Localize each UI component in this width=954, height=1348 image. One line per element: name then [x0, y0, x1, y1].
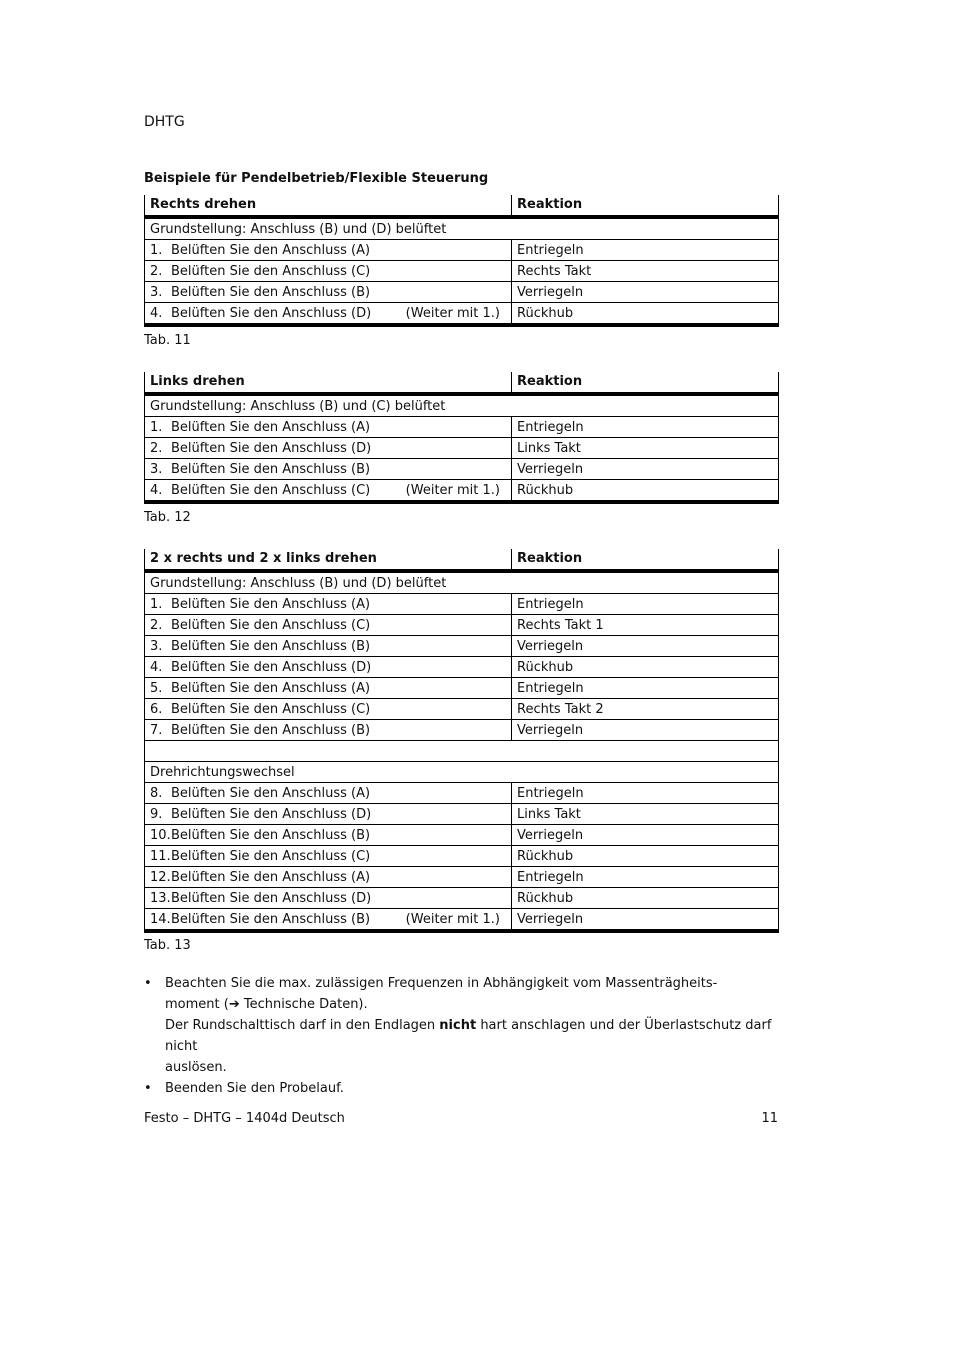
bullet-icon: • [144, 976, 152, 991]
reaction-text: Links Takt [517, 807, 581, 822]
step-number: 3. [150, 285, 163, 300]
step-text: Belüften Sie den Anschluss (C) [171, 702, 371, 717]
step-text: Belüften Sie den Anschluss (B) [171, 462, 371, 477]
table-row [144, 615, 779, 636]
instruction-text: Technische Daten). [239, 997, 368, 1012]
step-text: Belüften Sie den Anschluss (C) [171, 483, 371, 498]
table-row [144, 825, 779, 846]
table-caption: Tab. 12 [144, 510, 191, 525]
instruction-line: Beenden Sie den Probelauf. [165, 1081, 344, 1096]
table-rechts-links-drehen [144, 549, 779, 933]
instruction-line: Beachten Sie die max. zulässigen Frequenzen in Abhängigkeit vom Massenträgheits- [165, 976, 718, 991]
reaction-text: Rechts Takt [517, 264, 592, 279]
reaction-text: Verriegeln [517, 639, 584, 654]
step-text: Belüften Sie den Anschluss (A) [171, 786, 371, 801]
step-number: 12. [150, 870, 171, 885]
page-header: DHTG [144, 114, 185, 130]
step-text: Belüften Sie den Anschluss (B) [171, 828, 371, 843]
continue-note: (Weiter mit 1.) [405, 483, 500, 498]
table-row [144, 909, 779, 933]
reaction-text: Links Takt [517, 441, 581, 456]
reaction-text: Verriegeln [517, 723, 584, 738]
instruction-line [165, 994, 784, 1015]
table-row [144, 783, 779, 804]
table-links-drehen [144, 372, 779, 504]
continue-note: (Weiter mit 1.) [405, 306, 500, 321]
instruction-text: hart anschlagen und der Überlastschutz darf nicht [165, 1018, 772, 1054]
instruction-text: Der Rundschalttisch darf in den Endlagen [165, 1018, 440, 1033]
step-number: 3. [150, 462, 163, 477]
table-caption: Tab. 11 [144, 333, 191, 348]
initial-state-row [144, 219, 779, 240]
step-number: 2. [150, 264, 163, 279]
step-text: Belüften Sie den Anschluss (D) [171, 660, 372, 675]
list-item [144, 973, 784, 1078]
step-text: Belüften Sie den Anschluss (C) [171, 618, 371, 633]
emphasis-text: nicht [439, 1018, 477, 1033]
list-item [144, 1078, 784, 1099]
table-header-row [144, 195, 779, 219]
table-row [144, 303, 779, 327]
table-row [144, 261, 779, 282]
column-header-step: Rechts drehen [145, 195, 512, 215]
table-row [144, 240, 779, 261]
empty-row [144, 741, 779, 762]
step-text: Belüften Sie den Anschluss (A) [171, 597, 371, 612]
column-header-step: 2 x rechts und 2 x links drehen [145, 549, 512, 569]
step-number: 1. [150, 420, 163, 435]
initial-state: Grundstellung: Anschluss (B) und (D) belüftet [150, 222, 447, 237]
table-caption: Tab. 13 [144, 938, 191, 953]
step-text: Belüften Sie den Anschluss (A) [171, 243, 371, 258]
page-number: 11 [761, 1111, 778, 1126]
step-text: Belüften Sie den Anschluss (D) [171, 891, 372, 906]
column-header-reaction: Reaktion [517, 374, 583, 389]
table-row [144, 657, 779, 678]
step-number: 14. [150, 912, 171, 927]
table-rechts-drehen [144, 195, 779, 327]
step-number: 8. [150, 786, 163, 801]
step-text: Belüften Sie den Anschluss (D) [171, 306, 372, 321]
initial-state-row [144, 573, 779, 594]
reaction-text: Rückhub [517, 306, 574, 321]
step-text: Belüften Sie den Anschluss (A) [171, 681, 371, 696]
step-number: 3. [150, 639, 163, 654]
table-row [144, 417, 779, 438]
continue-note: (Weiter mit 1.) [405, 912, 500, 927]
reaction-text: Rückhub [517, 891, 574, 906]
table-row [144, 438, 779, 459]
initial-state: Grundstellung: Anschluss (B) und (D) belüftet [150, 576, 447, 591]
step-number: 2. [150, 618, 163, 633]
step-number: 10. [150, 828, 171, 843]
table-row [144, 594, 779, 615]
direction-change-row [144, 762, 779, 783]
step-text: Belüften Sie den Anschluss (D) [171, 807, 372, 822]
table-row [144, 282, 779, 303]
table-header-row [144, 549, 779, 573]
step-text: Belüften Sie den Anschluss (C) [171, 264, 371, 279]
instruction-text: moment ( [165, 997, 229, 1012]
column-header-reaction: Reaktion [517, 551, 583, 566]
reaction-text: Entriegeln [517, 870, 584, 885]
instruction-line: auslösen. [165, 1060, 227, 1075]
initial-state-row [144, 396, 779, 417]
table-row [144, 678, 779, 699]
reaction-text: Rückhub [517, 660, 574, 675]
step-text: Belüften Sie den Anschluss (A) [171, 420, 371, 435]
step-number: 5. [150, 681, 163, 696]
step-number: 6. [150, 702, 163, 717]
table-header-row [144, 372, 779, 396]
column-header-reaction: Reaktion [517, 197, 583, 212]
reaction-text: Entriegeln [517, 243, 584, 258]
column-header-step: Links drehen [145, 372, 512, 392]
table-row [144, 459, 779, 480]
table-row [144, 804, 779, 825]
reaction-text: Entriegeln [517, 681, 584, 696]
table-row [144, 699, 779, 720]
step-text: Belüften Sie den Anschluss (A) [171, 870, 371, 885]
instruction-list [144, 973, 784, 1099]
reaction-text: Rückhub [517, 849, 574, 864]
reaction-text: Rechts Takt 1 [517, 618, 604, 633]
table-row [144, 867, 779, 888]
arrow-right-icon: ➔ [228, 997, 240, 1012]
table-row [144, 636, 779, 657]
reaction-text: Rechts Takt 2 [517, 702, 604, 717]
step-number: 4. [150, 306, 163, 321]
reaction-text: Entriegeln [517, 420, 584, 435]
step-text: Belüften Sie den Anschluss (B) [171, 912, 371, 927]
step-number: 2. [150, 441, 163, 456]
reaction-text: Verriegeln [517, 912, 584, 927]
step-number: 4. [150, 483, 163, 498]
instruction-line [165, 1015, 784, 1057]
reaction-text: Verriegeln [517, 828, 584, 843]
step-number: 11. [150, 849, 171, 864]
step-number: 1. [150, 243, 163, 258]
section-title: Beispiele für Pendelbetrieb/Flexible Steuerung [144, 171, 489, 186]
table-row [144, 846, 779, 867]
step-number: 4. [150, 660, 163, 675]
reaction-text: Verriegeln [517, 462, 584, 477]
footer-document-id: Festo – DHTG – 1404d Deutsch [144, 1111, 345, 1126]
reaction-text: Entriegeln [517, 786, 584, 801]
step-number: 9. [150, 807, 163, 822]
reaction-text: Entriegeln [517, 597, 584, 612]
table-row [144, 888, 779, 909]
table-row [144, 720, 779, 741]
table-row [144, 480, 779, 504]
step-number: 13. [150, 891, 171, 906]
direction-change-label: Drehrichtungswechsel [150, 765, 295, 780]
reaction-text: Rückhub [517, 483, 574, 498]
step-number: 7. [150, 723, 163, 738]
initial-state: Grundstellung: Anschluss (B) und (C) belüftet [150, 399, 446, 414]
step-text: Belüften Sie den Anschluss (B) [171, 285, 371, 300]
step-text: Belüften Sie den Anschluss (D) [171, 441, 372, 456]
reaction-text: Verriegeln [517, 285, 584, 300]
bullet-icon: • [144, 1081, 152, 1096]
step-text: Belüften Sie den Anschluss (B) [171, 639, 371, 654]
step-text: Belüften Sie den Anschluss (B) [171, 723, 371, 738]
step-text: Belüften Sie den Anschluss (C) [171, 849, 371, 864]
step-number: 1. [150, 597, 163, 612]
